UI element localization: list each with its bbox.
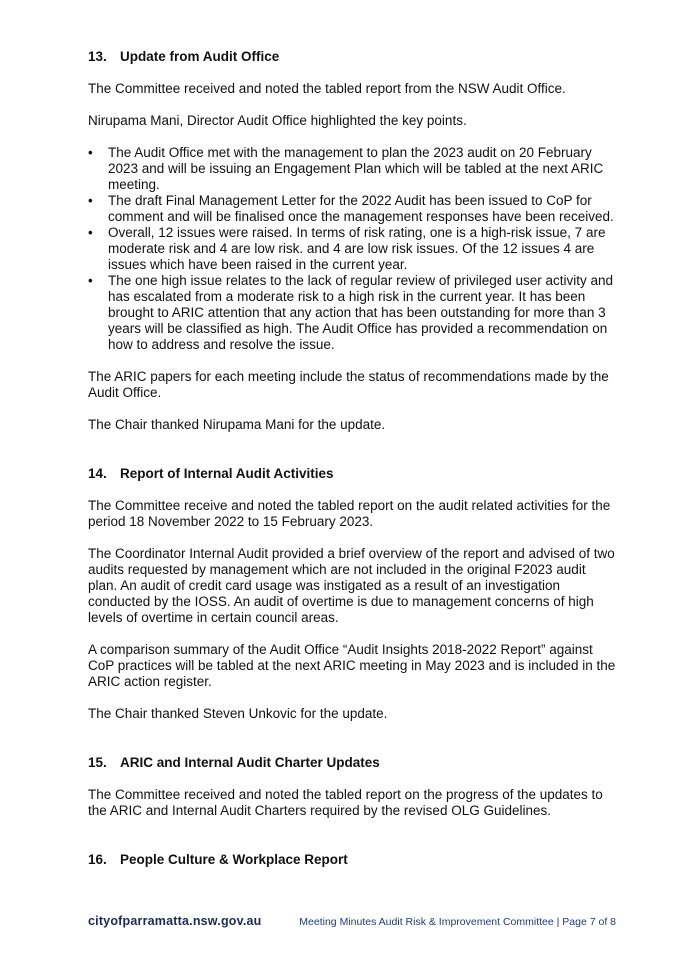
section-title: Report of Internal Audit Activities <box>120 466 334 481</box>
section-15-heading <box>88 755 618 771</box>
paragraph: A comparison summary of the Audit Office “Audit Insights 2018-2022 Report” against CoP practices will be tabled at the next ARIC meeting in May 2023 and is included in the ARIC action register. <box>88 642 616 689</box>
page-footer <box>88 914 616 928</box>
paragraph: The Committee receive and noted the tabled report on the audit related activities for the period 18 November 2022 to 15 February 2023. <box>88 498 611 529</box>
list-item: • The Audit Office met with the management to plan the 2023 audit on 20 February 2023 and will be issuing an Engagement Plan which will be tabled at the next ARIC meeting. <box>88 145 618 193</box>
section-title: People Culture & Workplace Report <box>120 852 348 867</box>
key-points-list <box>88 145 618 353</box>
section-16-heading <box>88 852 618 868</box>
section-title: Update from Audit Office <box>120 49 280 64</box>
section-14-heading <box>88 466 618 482</box>
footer-page-info: Meeting Minutes Audit Risk & Improvement Committee | Page 7 of 8 <box>299 916 616 928</box>
paragraph: Nirupama Mani, Director Audit Office highlighted the key points. <box>88 113 467 128</box>
list-item: • The draft Final Management Letter for the 2022 Audit has been issued to CoP for comment and will be finalised once the management responses have been received. <box>88 193 618 225</box>
paragraph: The Committee received and noted the tabled report on the progress of the updates to the ARIC and Internal Audit Charters required by the revised OLG Guidelines. <box>88 787 603 818</box>
footer-website: cityofparramatta.nsw.gov.au <box>88 914 262 928</box>
section-number: 14. <box>88 466 107 481</box>
paragraph: The Committee received and noted the tabled report from the NSW Audit Office. <box>88 81 566 96</box>
section-number: 13. <box>88 49 107 64</box>
paragraph: The Chair thanked Nirupama Mani for the update. <box>88 417 386 432</box>
list-item: • Overall, 12 issues were raised. In terms of risk rating, one is a high-risk issue, 7 are moderate risk and 4 are low risk. and 4 are low risk issues. Of the 12 issues 4 are issues which have been raised in the current year. <box>88 225 618 273</box>
paragraph: The Chair thanked Steven Unkovic for the update. <box>88 706 388 721</box>
document-page <box>88 47 618 868</box>
section-13-heading <box>88 49 618 65</box>
paragraph: The ARIC papers for each meeting include the status of recommendations made by the Audit Office. <box>88 369 609 400</box>
list-item: • The one high issue relates to the lack of regular review of privileged user activity and has escalated from a moderate risk to a high risk in the current year. It has been brought to ARIC attention that any action that has been outstanding for more than 3 years will be classified as high. The Audit Office has provided a recommendation on how to address and resolve the issue. <box>88 273 618 353</box>
paragraph: The Coordinator Internal Audit provided a brief overview of the report and advised of two audits requested by management which are not included in the original F2023 audit plan. An audit of credit card usage was instigated as a result of an investigation conducted by the IOSS. An audit of overtime is due to management concerns of high levels of overtime in certain council areas. <box>88 546 615 625</box>
section-title: ARIC and Internal Audit Charter Updates <box>120 755 380 770</box>
section-number: 15. <box>88 755 107 770</box>
section-number: 16. <box>88 852 107 867</box>
